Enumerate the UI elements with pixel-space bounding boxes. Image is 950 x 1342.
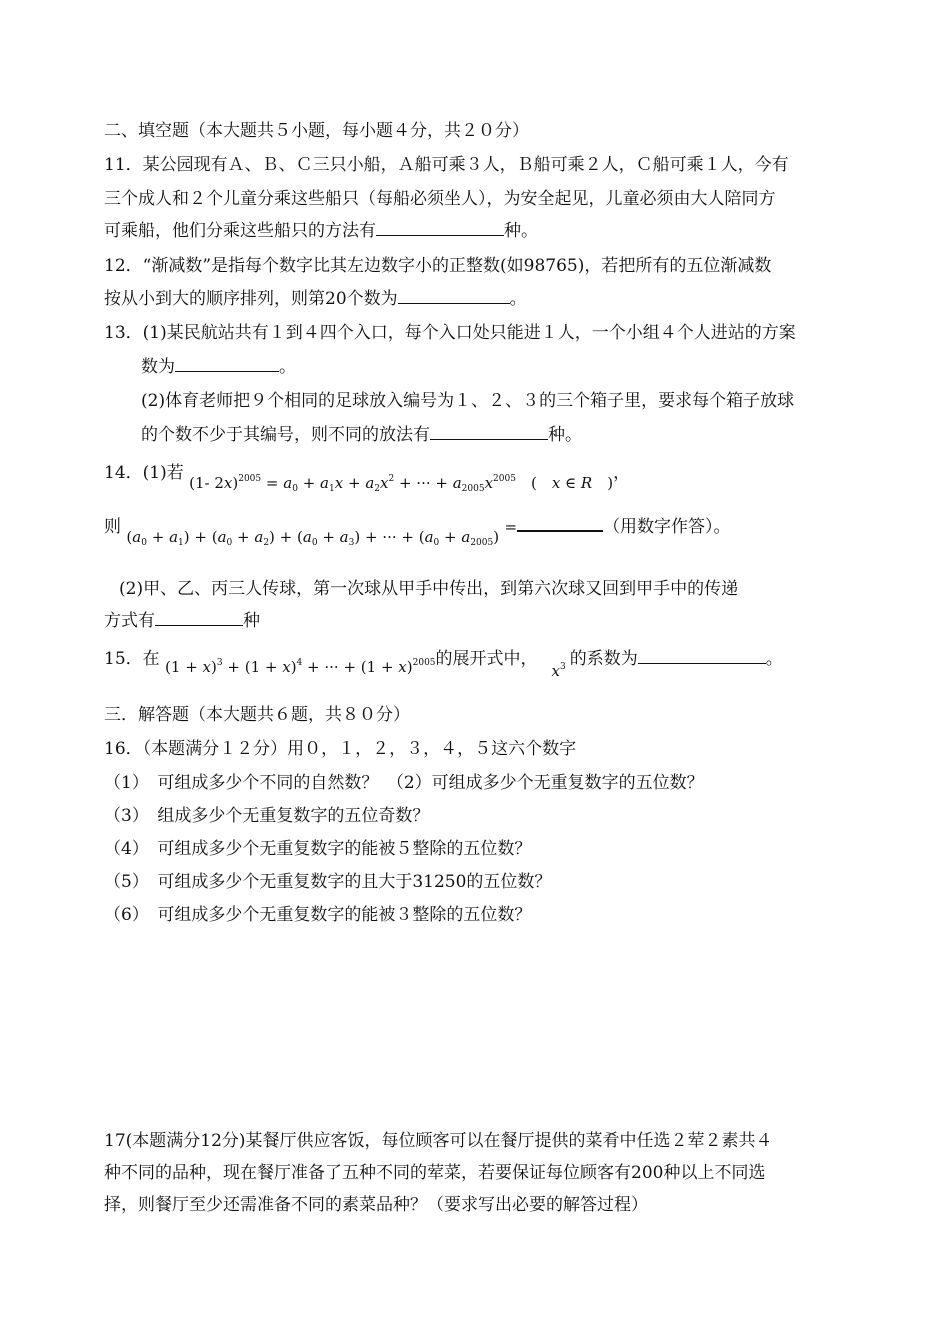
q12-line-2-text: 按从小到大的顺序排列，则第20个数为 [104, 289, 398, 309]
q14-line-2 [104, 516, 731, 548]
q15-text-mid: 的展开式中， [435, 649, 538, 669]
q14-part2-line-1: (2)甲、乙、丙三人传球，第一次球从甲手中传出，到第六次球又回到甲手中的传递 [119, 579, 739, 599]
q14-part2-line-2-end: 种 [243, 611, 260, 631]
q13-part1-line-2-end: 。 [279, 357, 296, 377]
q14-line-2-end: （用数字作答）。 [603, 517, 731, 537]
q13-part1-line-2 [141, 356, 296, 378]
q11-line-3 [104, 220, 538, 242]
q14-sum-expression: $(a_0 + a_1) + (a_0 + a_2) + (a_0 + a_3)$ + ··· + $(a_0 + a_{2005})$ [126, 528, 500, 548]
q16-item: （1） 可组成多少个不同的自然数？ （2）可组成多少个无重复数字的五位数？ [104, 773, 704, 793]
q14-line-1-text: 14．(1)若 [104, 463, 184, 483]
q15-answer-blank[interactable] [638, 649, 766, 664]
q14-line-1-comma: ， [613, 463, 631, 483]
q11-line-2: 三个成人和２个儿童分乘这些船只（每船必须坐人），为安全起见，儿童必须由大人陪同方 [104, 189, 776, 209]
q14-binomial-expansion-formula: (1- $2x)^{2005} = a_0 + a_1x + a_2x^2$ + ··· + $a_{2005}x^{2005}$ ( x ∈ R ) [189, 474, 614, 494]
q15-line [104, 644, 783, 680]
q16-item: （3） 组成多少个无重复数字的五位奇数？ [104, 806, 430, 826]
q14-part2-line-2-text: 方式有 [104, 611, 155, 631]
q17-line-2: 种不同的品种，现在餐厅准备了五种不同的荤菜，若要保证每位顾客有200种以上不同选 [104, 1163, 766, 1183]
q13-part2-line-1: (2)体育老师把９个相同的足球放入编号为１、２、３的三个箱子里，要求每个箱子放球 [141, 391, 795, 411]
q16-title: 16．（本题满分１２分）用０，１，２，３，４，５这六个数字 [104, 739, 577, 759]
q13-part2-line-2-end: 种。 [548, 425, 582, 445]
q14-equals-sign: = [504, 518, 518, 536]
q13-part1-answer-blank[interactable] [175, 357, 279, 372]
q12-line-1: 12．“渐减数”是指每个数字比其左边数字小的正整数(如98765)，若把所有的五位渐减数 [104, 256, 772, 276]
q14-line-1 [104, 458, 631, 494]
q11-line-3-text: 可乘船，他们分乘这些船只的方法有 [104, 221, 376, 241]
section-3-title: 三．解答题（本大题共６题，共８０分） [104, 705, 410, 725]
q17-line-3: 择，则餐厅至少还需准备不同的素菜品种？（要求写出必要的解答过程） [104, 1195, 648, 1215]
q12-answer-blank[interactable] [398, 289, 510, 304]
q14-part2-line-2 [104, 610, 260, 632]
q16-item: （6） 可组成多少个无重复数字的能被３整除的五位数？ [104, 905, 532, 925]
q11-line-3-end: 种。 [504, 221, 538, 241]
q13-part1-line-1: 13．(1)某民航站共有１到４四个入口，每个入口处只能进１人，一个小组４个人进站的方案 [104, 323, 796, 343]
q13-part2-line-2-text: 的个数不少于其编号，则不同的放法有 [141, 425, 430, 445]
q13-part2-answer-blank[interactable] [430, 425, 548, 440]
q12-line-2 [104, 288, 527, 310]
q12-line-2-end: 。 [509, 289, 527, 309]
q14-answer-blank[interactable] [517, 516, 603, 532]
q16-item: （5） 可组成多少个无重复数字的且大于31250的五位数？ [104, 872, 552, 892]
q14-line-2-text: 则 [104, 517, 121, 537]
q15-text-start: 15．在 [104, 649, 160, 669]
q17-line-1: 17(本题满分12分)某餐厅供应客饭，每位顾客可以在餐厅提供的菜肴中任选２荤２素共４ [104, 1131, 773, 1151]
q15-x-cubed: $x^3$ [551, 662, 566, 680]
q13-part2-line-2 [141, 424, 582, 446]
q15-text-end: 。 [765, 649, 783, 669]
q14-part2-answer-blank[interactable] [155, 611, 243, 626]
section-2-title: 二、填空题（本大题共５小题，每小题４分，共２０分） [104, 121, 529, 141]
q11-line-1: 11．某公园现有Ａ、Ｂ、Ｃ三只小船，Ａ船可乘３人，Ｂ船可乘２人，Ｃ船可乘１人，今有 [104, 155, 789, 175]
q15-series-expression: $(1 + x)^3 + (1 + x)^4$ + ··· + $(1 + x)^{2005}$ [165, 658, 436, 676]
q11-answer-blank[interactable] [376, 221, 504, 236]
q16-item: （4） 可组成多少个无重复数字的能被５整除的五位数？ [104, 839, 532, 859]
q15-text-post: 的系数为 [569, 649, 638, 669]
q13-part1-line-2-text: 数为 [141, 357, 175, 377]
